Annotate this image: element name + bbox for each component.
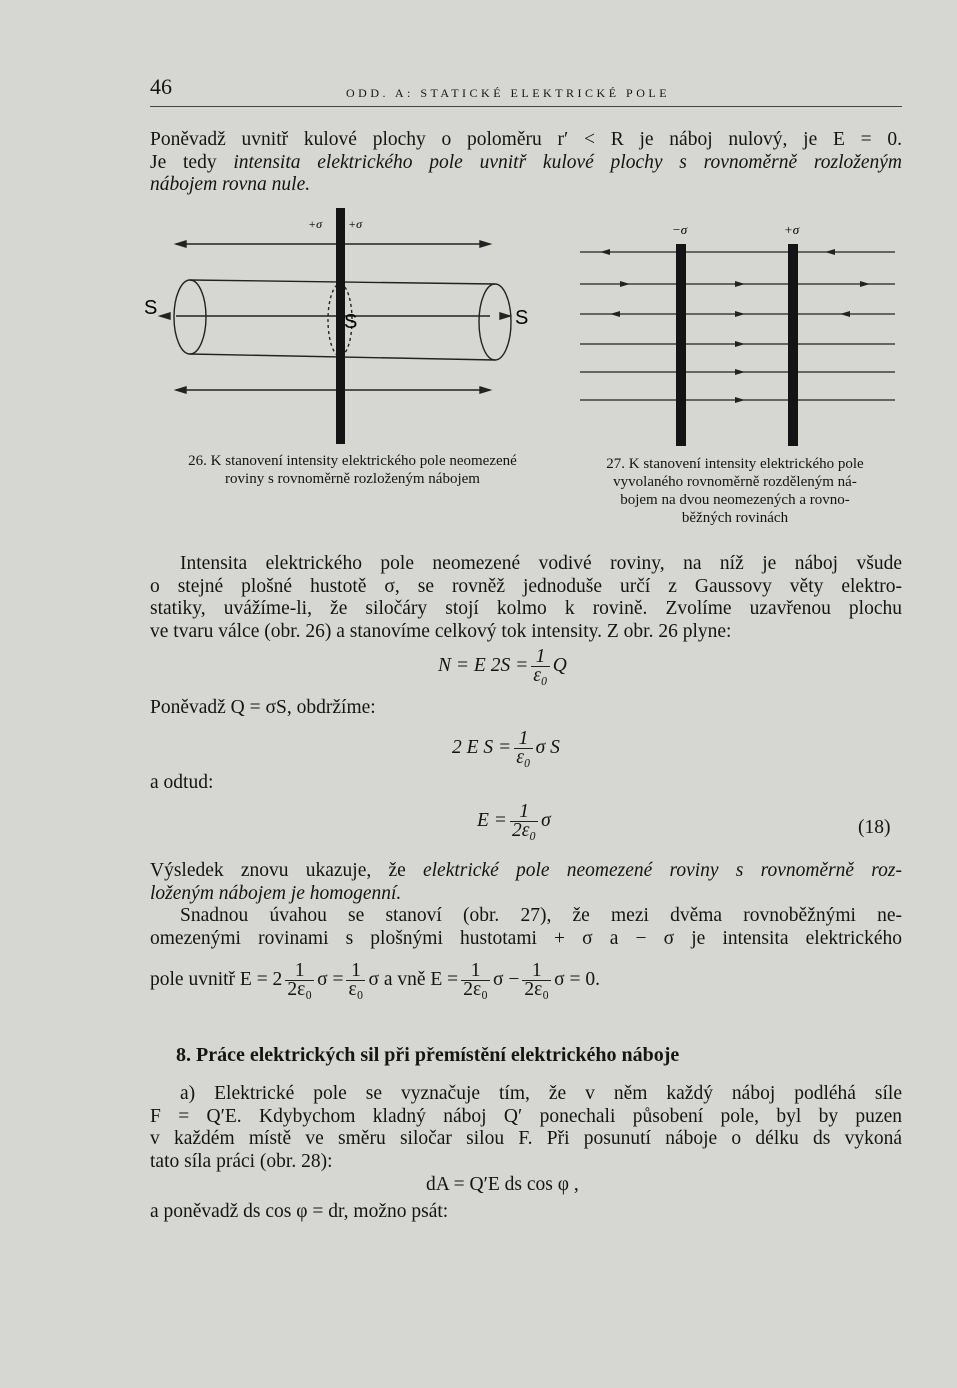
fig27-caption-line4: běžných rovinách [681, 510, 789, 526]
para2-line4: ve tvaru válce (obr. 26) a stanovíme celkový tok intensity. Z obr. 26 plyne: [150, 620, 732, 642]
fig26-cylinder-right-end [479, 284, 511, 360]
para1-line3: nábojem rovna nule. [150, 174, 311, 195]
fraction-4-numerator: 1 [522, 962, 551, 981]
paragraph-3 [150, 860, 902, 950]
figure-27-caption [570, 455, 900, 527]
para3-line5-d: σ − [492, 968, 520, 990]
para2-line1: Intensita elektrického pole neomezené vodivé roviny, na níž je náboj všude [180, 553, 902, 574]
para3-line2: loženým nábojem je homogenní. [150, 882, 402, 904]
equation-number: (18) [858, 817, 891, 838]
fig26-label-inner: S [344, 311, 358, 333]
para1-line2 [150, 152, 902, 175]
fig26-arrow-right-top [480, 241, 490, 247]
para1-line2-italic: intensita elektrického pole uvnitř kulové plochy s rovnoměrně rozloženým [233, 151, 902, 173]
eq2-lhs: 2 E S = [452, 736, 512, 758]
figure-26 [140, 208, 540, 448]
fig26-arrow-left-bottom [176, 387, 186, 393]
para3-line5 [150, 962, 902, 999]
equation-3 [477, 803, 551, 840]
fig27-negative-plane [676, 244, 686, 446]
para3-line1-start: Výsledek znovu ukazuje, že [150, 860, 423, 881]
fig26-arrow-right-bottom [480, 387, 490, 393]
paragraph-2 [150, 553, 902, 643]
fraction-1-denominator: 2ε₀ [287, 979, 313, 1000]
fraction-4-denominator: 2ε₀ [524, 979, 550, 1000]
para3-line5-e: σ = 0. [554, 968, 600, 990]
eq3-numerator: 1 [510, 803, 538, 822]
para1-line2-start: Je tedy [150, 151, 234, 173]
eq2-numerator: 1 [514, 730, 532, 749]
fig26-arrow-left-top [176, 241, 186, 247]
running-title: ODD. A: STATICKÉ ELEKTRICKÉ POLE [346, 86, 671, 100]
eq1-fraction [531, 648, 549, 685]
hence-line: a odtud: [150, 772, 214, 793]
para3-line1-italic: elektrické pole neomezené roviny s rovnoměrně roz- [422, 860, 902, 881]
fig27-field-lines [580, 252, 895, 400]
eq1-lhs: N = E 2S = [438, 654, 529, 676]
para4-line2: F = Q′E. Kdybychom kladný náboj Q′ ponechali působení pole, byl by puzen [150, 1105, 902, 1127]
eq1-denominator: ε₀ [533, 665, 548, 686]
figure-27 [570, 212, 900, 448]
para3-line4: omezenými rovinami s plošnými hustotami + σ a − σ je intensita elektrického [150, 927, 902, 949]
para4-line3: v každém místě ve směru siločar silou F. Při posunutí náboje o délku ds vykoná [150, 1128, 902, 1149]
fraction-3-numerator: 1 [461, 962, 490, 981]
since-line: Poněvadž Q = σS, obdržíme: [150, 697, 376, 718]
fig26-arrow-left-mid [160, 313, 170, 319]
fig26-charge-left: +σ [308, 217, 323, 231]
fig26-arrow-right-mid [500, 313, 510, 319]
fraction-2-numerator: 1 [346, 962, 365, 981]
fig26-caption-line1: 26. K stanovení intensity elektrického pole neomezené [188, 453, 517, 469]
fig27-charge-right: +σ [784, 222, 800, 237]
fig27-charge-left: −σ [672, 222, 688, 237]
fig27-positive-plane [788, 244, 798, 446]
figure-26-caption [150, 452, 555, 488]
fraction-3-denominator: 2ε₀ [463, 979, 488, 1000]
last-line: a poněvadž ds cos φ = dr, možno psát: [150, 1201, 449, 1222]
fig26-charge-right: +σ [348, 217, 363, 231]
para3-fraction-1 [285, 962, 314, 999]
para3-fraction-4 [522, 962, 551, 999]
eq3-fraction [510, 803, 538, 840]
para3-fraction-2 [346, 962, 365, 999]
header-rule [150, 106, 902, 107]
fig27-caption-line3: bojem na dvou neomezených a rovno- [620, 492, 850, 508]
eq3-denominator: 2ε₀ [511, 820, 537, 841]
page-number: 46 [150, 74, 172, 99]
fig26-label-outer-left: S [144, 297, 158, 319]
fig26-caption-line2: roviny s rovnoměrně rozloženým nábojem [225, 471, 480, 487]
eq1-rhs: Q [552, 654, 567, 676]
section-heading: 8. Práce elektrických sil při přemístění elektrického náboje [176, 1044, 680, 1066]
fraction-2-denominator: ε₀ [348, 979, 364, 1000]
para3-line1 [150, 860, 902, 883]
para3-line3: Snadnou úvahou se stanoví (obr. 27), že mezi dvěma rovnoběžnými ne- [180, 905, 902, 926]
eq1-numerator: 1 [531, 648, 549, 667]
para2-line3: statiky, uvážíme-li, že siločáry stojí kolmo k rovině. Zvolíme uzavřenou plochu [150, 598, 902, 619]
eq2-fraction [514, 730, 532, 767]
eq2-denominator: ε₀ [516, 747, 531, 768]
fig26-label-outer-right: S [515, 307, 529, 329]
eq2-rhs: σ S [535, 736, 560, 758]
fig27-caption-line2: vyvolaného rovnoměrně rozděleným ná- [613, 474, 857, 490]
equation-4: dA = Q′E ds cos φ , [426, 1174, 579, 1195]
equation-2 [452, 730, 560, 767]
para2-line2: o stejné plošné hustotě σ, se rovněž jednoduše určí z Gaussovy věty elektro- [150, 575, 902, 597]
fig27-arrows [600, 249, 870, 403]
paragraph-1 [150, 129, 902, 197]
equation-1 [438, 648, 567, 685]
paragraph-4 [150, 1083, 902, 1173]
fig26-cylinder-left-end [174, 280, 206, 354]
para4-line4: tato síla práci (obr. 28): [150, 1150, 333, 1172]
para3-line5-b: σ = [317, 968, 344, 990]
para3-line5-a: pole uvnitř E = 2 [150, 968, 283, 990]
fig27-caption-line1: 27. K stanovení intensity elektrického pole [606, 456, 864, 472]
eq3-lhs: E = [477, 809, 507, 831]
eq3-rhs: σ [541, 809, 551, 831]
para3-fraction-3 [461, 962, 490, 999]
para4-line1: a) Elektrické pole se vyznačuje tím, že v něm každý náboj podléhá síle [180, 1083, 902, 1104]
para3-line5-c: σ a vně E = [368, 968, 459, 990]
para1-line1: Poněvadž uvnitř kulové plochy o poloměru r′ < R je náboj nulový, je E = 0. [150, 129, 902, 150]
fraction-1-numerator: 1 [285, 962, 314, 981]
